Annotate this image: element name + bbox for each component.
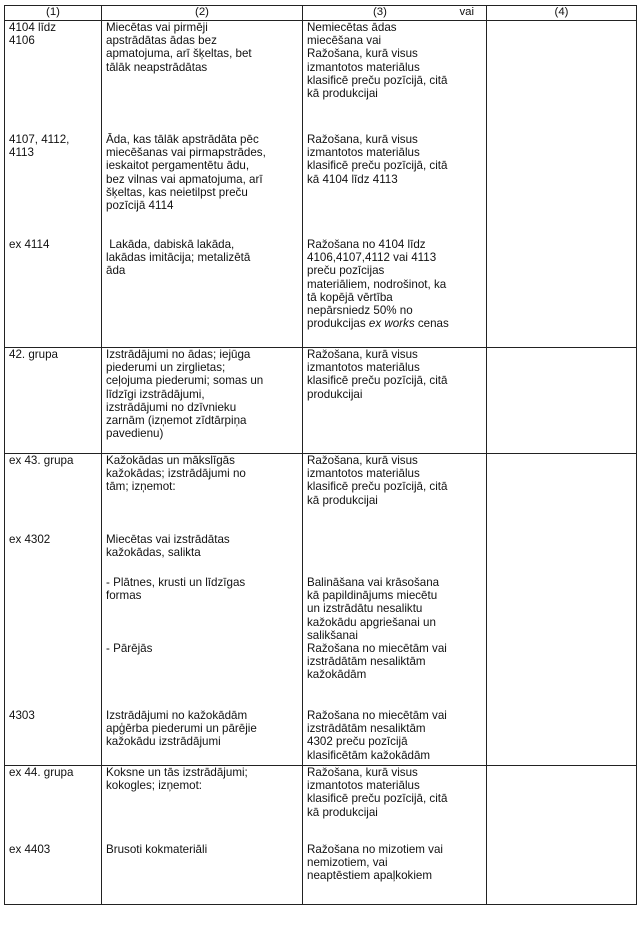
rule-cell: Ražošana no mizotiem vai nemizotiem, vai neaptēstiem apaļkokiem	[303, 843, 487, 905]
alt-rule-cell	[487, 454, 637, 534]
description-cell: Lakāda, dabiskā lakāda, lakādas imitācija; metalizētā āda	[102, 238, 303, 348]
alt-rule-cell	[487, 576, 637, 642]
alt-rule-cell	[487, 533, 637, 576]
rule-cell	[303, 533, 487, 576]
alt-rule-cell	[487, 348, 637, 454]
table-row	[5, 533, 637, 576]
alt-rule-cell	[487, 766, 637, 844]
table-row	[5, 133, 637, 238]
code-cell	[5, 576, 102, 642]
alt-rule-cell	[487, 21, 637, 134]
code-cell: ex 4403	[5, 843, 102, 905]
code-cell: ex 4302	[5, 533, 102, 576]
ex-works-term: ex works	[368, 317, 415, 331]
header-col-3-number: (3)	[373, 6, 387, 18]
header-col-1: (1)	[5, 6, 102, 21]
code-cell: ex 4114	[5, 238, 102, 348]
rule-cell: Ražošana no miecētām vai izstrādātām nesaliktām kažokādām	[303, 642, 487, 709]
rule-cell: Ražošana no miecētām vai izstrādātām nesaliktām 4302 preču pozīcijā klasificētām kažokādām	[303, 709, 487, 766]
description-cell: Miecētas vai izstrādātas kažokādas, salikta	[102, 533, 303, 576]
description-cell: Brusoti kokmateriāli	[102, 843, 303, 905]
table-row	[5, 843, 637, 905]
description-cell: Izstrādājumi no kažokādām apģērba piederumi un pārējie kažokādu izstrādājumi	[102, 709, 303, 766]
header-col-4: (4)	[487, 6, 637, 21]
description-cell: Koksne un tās izstrādājumi; kokogles; izņemot:	[102, 766, 303, 844]
table-row	[5, 238, 637, 348]
rule-cell: Ražošana, kurā visus izmantotos materiālus klasificē preču pozīcijā, citā produkcijai	[303, 348, 487, 454]
rule-cell: Ražošana no 4104 līdz 4106,4107,4112 vai 4113 preču pozīcijas materiāliem, nodrošinot, ka tā kopējā vērtība nepārsniedz 50% no produkcijas ex works cenas	[303, 238, 487, 348]
header-col-3	[303, 6, 487, 21]
alt-rule-cell	[487, 843, 637, 905]
code-cell: 4104 līdz 4106	[5, 21, 102, 134]
description-cell: - Plātnes, krusti un līdzīgas formas	[102, 576, 303, 642]
code-cell: 42. grupa	[5, 348, 102, 454]
table-row	[5, 642, 637, 709]
rule-cell: Balināšana vai krāsošana kā papildinājums miecētu un izstrādātu nesaliktu kažokādu apgriešanai un salikšanai	[303, 576, 487, 642]
header-col-2: (2)	[102, 6, 303, 21]
table-header-row	[5, 6, 637, 21]
header-or-label: vai	[459, 6, 474, 18]
rule-last-line: produkcijas ex works cenas	[307, 317, 449, 331]
alt-rule-cell	[487, 238, 637, 348]
table-row	[5, 348, 637, 454]
table-row	[5, 766, 637, 844]
code-cell: ex 43. grupa	[5, 454, 102, 534]
table-row	[5, 709, 637, 766]
code-cell: 4303	[5, 709, 102, 766]
alt-rule-cell	[487, 709, 637, 766]
alt-rule-cell	[487, 133, 637, 238]
code-cell	[5, 642, 102, 709]
code-cell: ex 44. grupa	[5, 766, 102, 844]
rule-cell: Ražošana, kurā visus izmantotos materiālus klasificē preču pozīcijā, citā kā produkcijai	[303, 454, 487, 534]
rule-cell: Ražošana, kurā visus izmantotos materiālus klasificē preču pozīcijā, citā kā produkcijai	[303, 766, 487, 844]
description-cell: Āda, kas tālāk apstrādāta pēc miecēšanas vai pirmapstrādes, ieskaitot pergamentētu ādu, bez vilnas vai apmatojuma, arī šķeltas, kas neietilpst preču pozīcijā 4114	[102, 133, 303, 238]
table-row	[5, 576, 637, 642]
rule-cell: Ražošana, kurā visus izmantotos materiālus klasificē preču pozīcijā, citā kā 4104 līdz 4113	[303, 133, 487, 238]
description-cell: Kažokādas un mākslīgās kažokādas; izstrādājumi no tām; izņemot:	[102, 454, 303, 534]
code-cell: 4107, 4112, 4113	[5, 133, 102, 238]
rule-cell: Nemiecētas ādas miecēšana vai Ražošana, kurā visus izmantotos materiālus klasificē preču pozīcijā, citā kā produkcijai	[303, 21, 487, 134]
description-cell: Izstrādājumi no ādas; iejūga piederumi un zirglietas; ceļojuma piederumi; somas un līdzīgi izstrādājumi, izstrādājumi no dzīvnieku zarnām (izņemot zīdtārpiņa pavedienu)	[102, 348, 303, 454]
table-row	[5, 21, 637, 134]
description-cell: - Pārējās	[102, 642, 303, 709]
description-cell: Miecētas vai pirmēji apstrādātas ādas bez apmatojuma, arī šķeltas, bet tālāk neapstrādātas	[102, 21, 303, 134]
table-row	[5, 454, 637, 534]
alt-rule-cell	[487, 642, 637, 709]
origin-rules-table	[4, 5, 637, 905]
